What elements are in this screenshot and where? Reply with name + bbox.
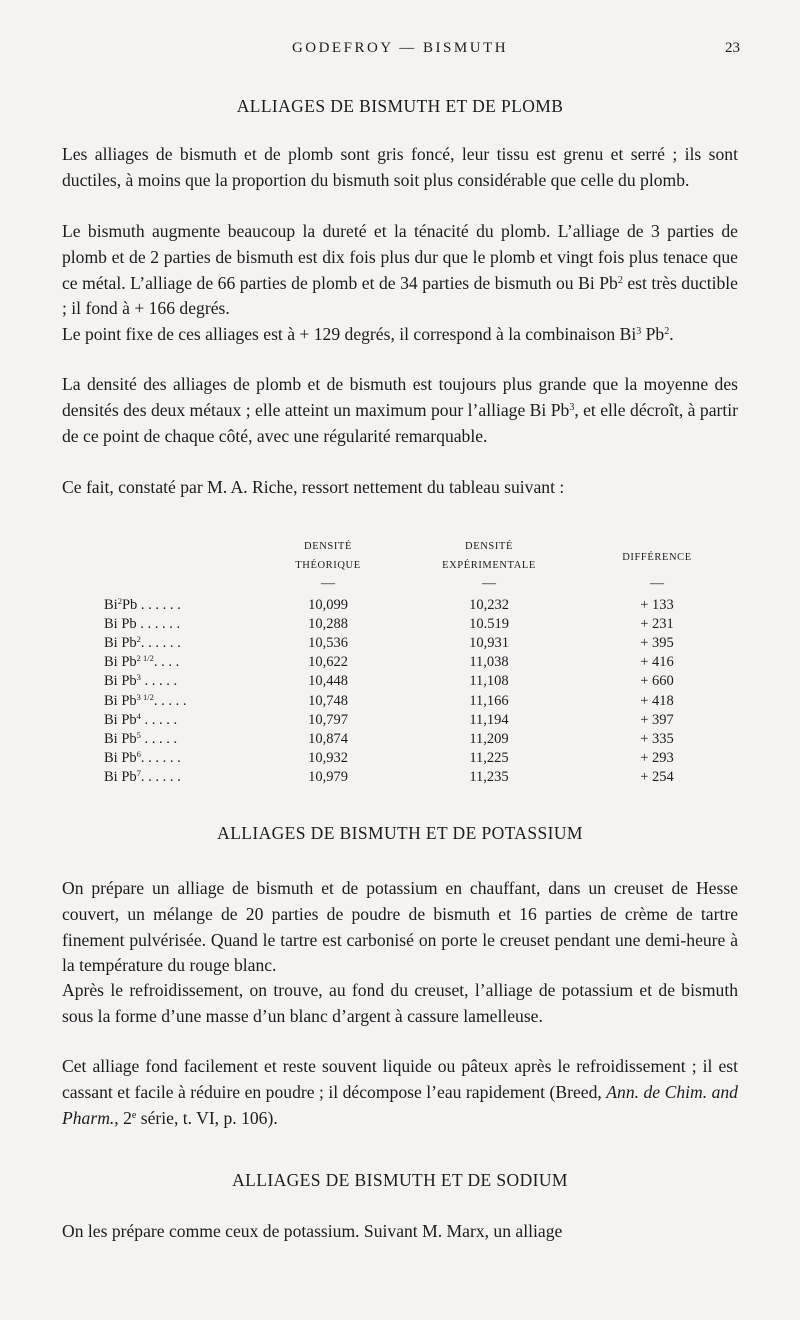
alloy-formula: Bi Pb$^3$ . . . . . [104,672,178,690]
theoretical-density: 10,099 [308,597,348,613]
alloy-formula: Bi $Pb^{2 1/2}$. . . . [104,653,180,671]
section-heading-plomb: ALLIAGES DE BISMUTH ET DE PLOMB [236,96,564,116]
alloy-formula: Bi Pb$^5$ . . . . . [104,729,178,747]
experimental-density: 11,194 [469,711,509,728]
column-header-theorique: DENSITÉ THÉORIQUE [295,541,361,571]
running-title: GODEFROY — BISMUTH [291,40,509,56]
theoretical-density: 10,448 [308,673,348,690]
paragraph: Les alliages de bismuth et de plomb sont gris foncé, leur tissu est grenu et serré ; ils sont ductiles, à moins que la proportion du bismuth soit plus considérable que celle du plomb. [62,144,738,190]
paragraph: Cet alliage fond facilement et reste souvent liquide ou pâteux après le refroidissement ; il est cassant et facile à réduire en poudre ; il décompose l’eau rapidement (Breed, Ann. de Chim. and Pharm., 2e série, t. VI, p. 106). [62,1056,738,1128]
table-row [0,596,800,615]
header-rule: — [650,576,664,591]
theoretical-density: 10,874 [308,730,348,747]
density-difference: + 418 [640,692,674,709]
experimental-density: 11,038 [469,654,509,671]
table-row [0,615,800,634]
alloy-formula: Bi Pb$^2$. . . . . . [104,634,181,652]
density-difference: + 660 [640,673,674,690]
density-difference: + 416 [640,654,674,671]
table-row [0,672,800,691]
theoretical-density: 10,797 [308,711,348,728]
theoretical-density: 10,536 [308,635,348,652]
paragraph: Ce fait, constaté par M. A. Riche, ressort nettement du tableau suivant : [62,477,565,497]
page-number: 23 [725,40,740,56]
paragraph: On prépare un alliage de bismuth et de potassium en chauffant, dans un creuset de Hesse couvert, un mélange de 20 parties de poudre de bismuth et 16 parties de crème de tartre finement pulvérisée. Quand le tartre est carbonisé on porte le creuset pendant une demi-heure à la température du rouge blanc. [62,878,738,976]
table-row [0,692,800,711]
table-row [0,653,800,672]
header-rule: — [321,576,335,591]
table-row [0,730,800,749]
paragraph: Après le refroidissement, on trouve, au fond du creuset, l’alliage de potassium et de bismuth sous la forme d’une masse d’un blanc d’argent à cassure lamelleuse. [62,980,738,1026]
alloy-formula: Bi$^2$Pb . . . . . . [104,596,181,613]
experimental-density: 11,235 [469,768,509,785]
experimental-density: 11,108 [469,673,509,690]
density-difference: + 133 [640,597,674,613]
density-difference: + 335 [640,730,674,747]
theoretical-density: 10,979 [308,768,348,785]
alloy-formula: Bi Pb . . . . . . [104,616,181,633]
paragraph: La densité des alliages de plomb et de bismuth est toujours plus grande que la moyenne des densités des deux métaux ; elle atteint un maximum pour l’alliage Bi Pb$^3$, et elle décroît, à partir de ce point de chaque côté, avec une régularité remarquable. [62,374,738,446]
section-heading-potassium: ALLIAGES DE BISMUTH ET DE POTASSIUM [217,823,583,843]
paragraph: Le point fixe de ces alliages est à + 129 degrés, il correspond à la combinaison Bi$^3$ Pb$^2$. [62,324,674,344]
column-header-experimentale: DENSITÉ EXPÉRIMENTALE [442,541,536,571]
paragraph: Le bismuth augmente beaucoup la dureté et la ténacité du plomb. L’alliage de 3 parties de plomb et de 2 parties de bismuth est dix fois plus dur que le plomb et vingt fois plus tenace que ce métal. L’alliage de 66 parties de plomb et de 34 parties de bismuth ou Bi Pb$^2$ est très ductible ; il fond à + 166 degrés. [62,221,738,319]
experimental-density: 11,166 [469,692,509,709]
theoretical-density: 10,622 [308,654,348,671]
theoretical-density: 10,932 [308,749,348,766]
alloy-formula: Bi Pb$^4$ . . . . . [104,710,178,728]
section-heading-sodium: ALLIAGES DE BISMUTH ET DE SODIUM [232,1170,568,1190]
header-rule: — [482,576,496,591]
experimental-density: 11,209 [469,730,509,747]
density-difference: + 254 [640,768,674,785]
experimental-density: 11,225 [469,749,509,766]
table-row [0,749,800,768]
alloy-formula: Bi Pb$^7$. . . . . . [104,767,181,785]
running-head [0,40,800,64]
table-row [0,768,800,787]
alloy-formula: Bi Pb$^6$. . . . . . [104,748,181,766]
theoretical-density: 10,748 [308,692,348,709]
experimental-density: 10,232 [469,597,509,613]
density-difference: + 395 [640,635,674,652]
density-difference: + 231 [640,616,674,633]
column-header-difference: DIFFÉRENCE [622,552,692,563]
table-row [0,634,800,653]
experimental-density: 10.519 [469,616,509,633]
theoretical-density: 10,288 [308,616,348,633]
alloy-formula: Bi $Pb^{3 1/2}$. . . . . [104,691,187,709]
density-difference: + 293 [640,749,674,766]
density-difference: + 397 [640,711,674,728]
table-row [0,711,800,730]
experimental-density: 10,931 [469,635,509,652]
paragraph: On les prépare comme ceux de potassium. Suivant M. Marx, un alliage [62,1221,563,1241]
